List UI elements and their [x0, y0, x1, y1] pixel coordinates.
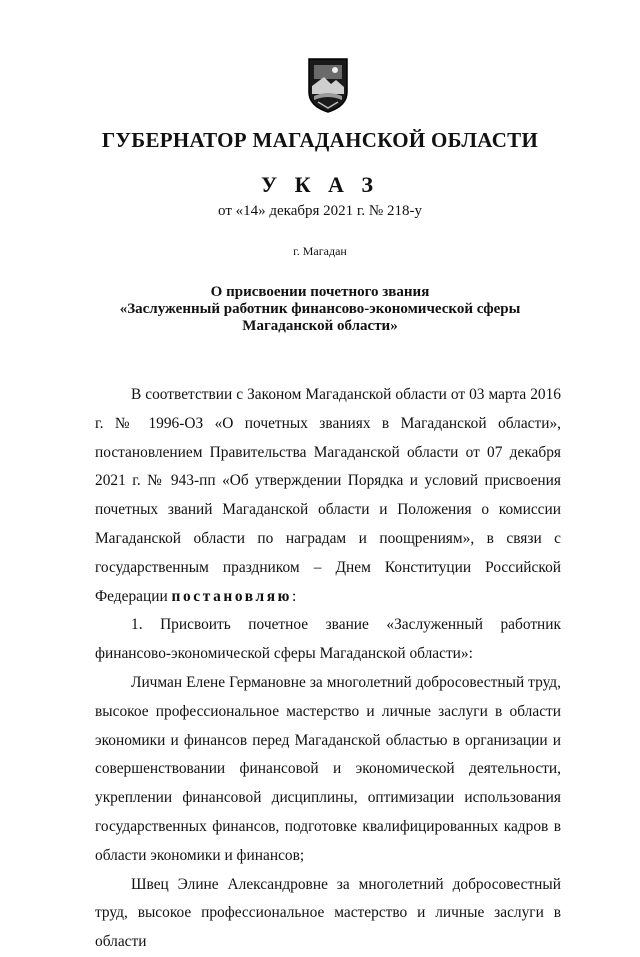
preamble-text: В соответствии с Законом Магаданской области от 03 марта 2016 г. № 1996-ОЗ «О почетных званиях в Магаданской области», постановлением Правительства Магаданской области от 07 декабря 2021 г. № 943-пп «Об утверждении Порядка и условий присвоения почетных званий Магаданской области и Положения о комиссии Магаданской области по наградам и поощрениям», в связи с государственным праздником – Днем Конституции Российской Федерации	[95, 386, 561, 605]
document-body	[95, 381, 561, 957]
award-paragraph-2: Швец Элине Александровне за многолетний добросовестный труд, высокое профессиональное мастерство и личные заслуги в области	[95, 875, 561, 951]
decree-punctuation: :	[292, 587, 297, 605]
decree-title-line: Магаданской области»	[242, 318, 398, 334]
date-number-line: от «14» декабря 2021 г. № 218-у	[218, 203, 422, 219]
issuer-heading: ГУБЕРНАТОР МАГАДАНСКОЙ ОБЛАСТИ	[101, 128, 539, 152]
award-paragraph-1: Личман Елене Германовне за многолетний добросовестный труд, высокое профессиональное мастерство и личные заслуги в области экономики и финансов перед Магаданской областью в организации и совершенствовании финансовой и экономической деятельности, укреплении финансовой дисциплины, оптимизации использования государственных финансов, подготовке квалифицированных кадров в области экономики и финансов;	[95, 673, 561, 864]
decree-word: постановляю	[171, 587, 292, 605]
decree-title	[0, 284, 640, 335]
city-line: г. Магадан	[293, 244, 347, 258]
decree-title-line: О присвоении почетного звания	[210, 284, 430, 300]
coat-of-arms-icon	[306, 56, 350, 114]
decree-title-line: «Заслуженный работник финансово-экономической сферы	[119, 301, 521, 317]
item-1-paragraph: 1. Присвоить почетное звание «Заслуженный работник финансово-экономической сферы Магаданской области»:	[95, 616, 561, 663]
document-type: У К А З	[260, 172, 380, 197]
preamble-paragraph	[95, 381, 561, 611]
